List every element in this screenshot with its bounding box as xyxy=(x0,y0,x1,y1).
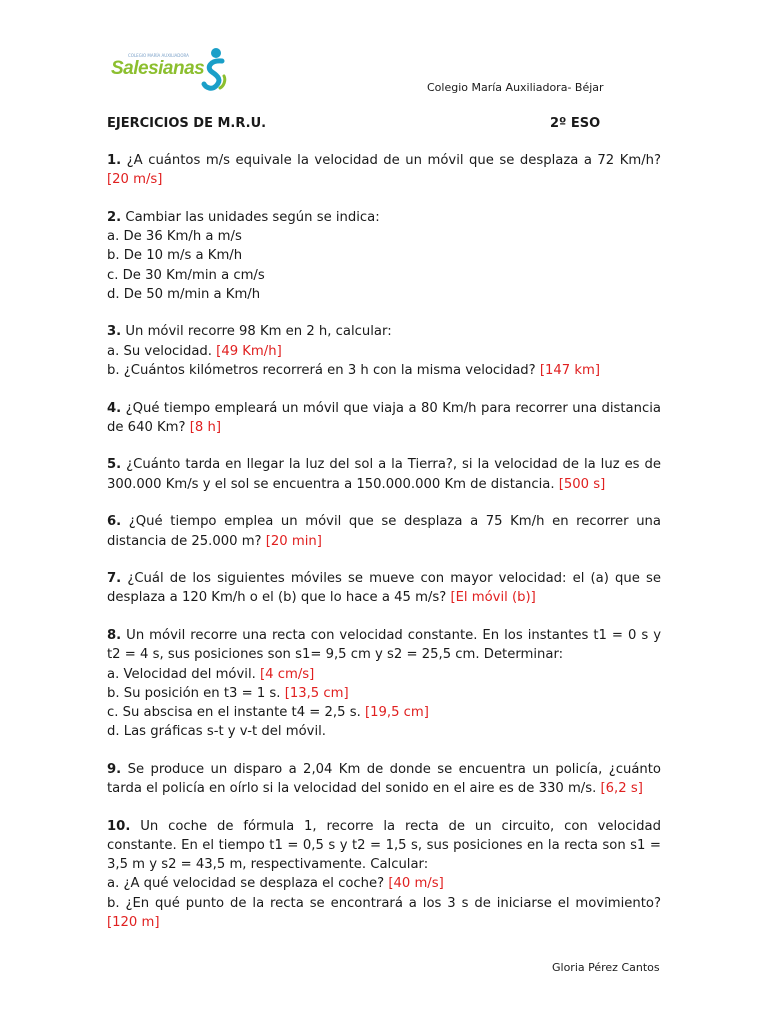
school-logo xyxy=(108,46,240,92)
question-statement xyxy=(107,817,661,875)
question-text: Un móvil recorre una recta con velocidad constante. En los instantes t1 = 0 s y t2 = 4 s, sus posiciones son s1= 9,5 cm y s2 = 25,5 cm. Determinar: xyxy=(107,628,661,663)
question-statement xyxy=(107,512,661,550)
answer-label: [20 min] xyxy=(265,533,322,549)
sub-item-text: b. Su posición en t3 = 1 s. xyxy=(107,685,285,701)
sub-item xyxy=(107,874,661,893)
sub-item xyxy=(107,227,661,246)
answer-label: [500 s] xyxy=(558,476,606,492)
page-title: EJERCICIOS DE M.R.U. xyxy=(107,116,267,131)
author-footer: Gloria Pérez Cantos xyxy=(552,961,660,974)
answer-label: [40 m/s] xyxy=(388,876,444,892)
question-text: ¿A cuántos m/s equivale la velocidad de un móvil que se desplaza a 72 Km/h? xyxy=(121,153,661,168)
question-number: 5. xyxy=(107,457,122,473)
salesianas-mark-icon xyxy=(200,46,232,92)
answer-label: [19,5 cm] xyxy=(364,704,429,720)
question-number: 6. xyxy=(107,514,122,530)
question-3 xyxy=(107,322,661,380)
question-number: 1. xyxy=(107,153,122,168)
answer-label: [4 cm/s] xyxy=(260,666,315,682)
question-statement xyxy=(107,569,661,607)
question-number: 10. xyxy=(107,818,131,834)
sub-item-text: b. ¿En qué punto de la recta se encontrará a los 3 s de iniciarse el movimiento? xyxy=(107,895,661,911)
answer-label: [El móvil (b)] xyxy=(450,590,536,606)
sub-item xyxy=(107,722,661,741)
question-number: 8. xyxy=(107,628,122,644)
sub-item-text: a. Velocidad del móvil. xyxy=(107,666,261,682)
question-number: 4. xyxy=(107,400,122,416)
question-text: ¿Cuánto tarda en llegar la luz del sol a la Tierra?, si la velocidad de la luz es de 300.000 Km/s y el sol se encuentra a 150.000.000 Km de distancia. xyxy=(107,457,661,492)
school-name: Colegio María Auxiliadora- Béjar xyxy=(427,81,604,94)
logo-text: Salesianas xyxy=(111,58,205,79)
question-statement xyxy=(107,151,661,189)
sub-item xyxy=(107,266,661,285)
question-5 xyxy=(107,455,661,493)
question-4 xyxy=(107,399,661,437)
sub-item xyxy=(107,246,661,265)
sub-item-text: b. ¿Cuántos kilómetros recorrerá en 3 h con la misma velocidad? xyxy=(107,362,540,378)
sub-item xyxy=(107,342,661,361)
sub-item xyxy=(107,285,661,304)
course-level: 2º ESO xyxy=(550,116,601,131)
question-1 xyxy=(107,151,661,189)
sub-item xyxy=(107,361,661,380)
sub-item xyxy=(107,665,661,684)
sub-item-text: a. Su velocidad. xyxy=(107,343,217,359)
question-text: ¿Cuál de los siguientes móviles se mueve con mayor velocidad: el (a) que se desplaza a 120 Km/h o el (b) que lo hace a 45 m/s? xyxy=(107,571,661,606)
question-9 xyxy=(107,760,661,798)
question-statement xyxy=(107,626,661,664)
question-statement xyxy=(107,399,661,437)
sub-item-text: d. De 50 m/min a Km/h xyxy=(107,286,261,302)
answer-label: [49 Km/h] xyxy=(216,343,282,359)
question-statement xyxy=(107,760,661,798)
logo-subtitle: COLEGIO MARÍA AUXILIADORA xyxy=(128,53,189,58)
questions-list xyxy=(107,151,661,951)
question-8 xyxy=(107,626,661,741)
question-statement xyxy=(107,322,661,341)
question-text: Cambiar las unidades según se indica: xyxy=(121,209,380,225)
question-number: 9. xyxy=(107,761,122,777)
answer-label: [8 h] xyxy=(189,419,221,435)
sub-item xyxy=(107,703,661,722)
question-7 xyxy=(107,569,661,607)
question-text: ¿Qué tiempo empleará un móvil que viaja a 80 Km/h para recorrer una distancia de 640 Km? xyxy=(107,400,661,435)
answer-label: [147 km] xyxy=(539,362,601,378)
answer-label: [120 m] xyxy=(107,914,160,930)
question-text: Un móvil recorre 98 Km en 2 h, calcular: xyxy=(121,324,392,340)
sub-item xyxy=(107,684,661,703)
sub-item-text: d. Las gráficas s-t y v-t del móvil. xyxy=(107,724,326,740)
question-text: ¿Qué tiempo emplea un móvil que se desplaza a 75 Km/h en recorrer una distancia de 25.000 m? xyxy=(107,514,661,549)
answer-label: [6,2 s] xyxy=(600,781,643,797)
sub-item-text: a. ¿A qué velocidad se desplaza el coche? xyxy=(107,876,389,892)
answer-label: [13,5 cm] xyxy=(284,685,349,701)
question-6 xyxy=(107,512,661,550)
question-text: Un coche de fórmula 1, recorre la recta de un circuito, con velocidad constante. En el tiempo t1 = 0,5 s y t2 = 1,5 s, sus posiciones en la recta son s1 = 3,5 m y s2 = 43,5 m, respectivamente. Calcular: xyxy=(107,818,661,873)
question-text: Se produce un disparo a 2,04 Km de donde se encuentra un policía, ¿cuánto tarda el policía en oírlo si la velocidad del sonido en el aire es de 330 m/s. xyxy=(107,761,661,797)
question-statement xyxy=(107,208,661,227)
answer-label: [20 m/s] xyxy=(107,172,163,188)
sub-item-text: c. Su abscisa en el instante t4 = 2,5 s. xyxy=(107,704,365,720)
sub-item-text: c. De 30 Km/min a cm/s xyxy=(107,267,265,283)
sub-item xyxy=(107,894,661,932)
question-statement xyxy=(107,455,661,493)
question-number: 3. xyxy=(107,324,122,340)
sub-item-text: b. De 10 m/s a Km/h xyxy=(107,248,243,264)
question-10 xyxy=(107,817,661,932)
sub-item-text: a. De 36 Km/h a m/s xyxy=(107,229,242,245)
question-2 xyxy=(107,208,661,304)
question-number: 2. xyxy=(107,209,122,225)
question-number: 7. xyxy=(107,571,122,587)
